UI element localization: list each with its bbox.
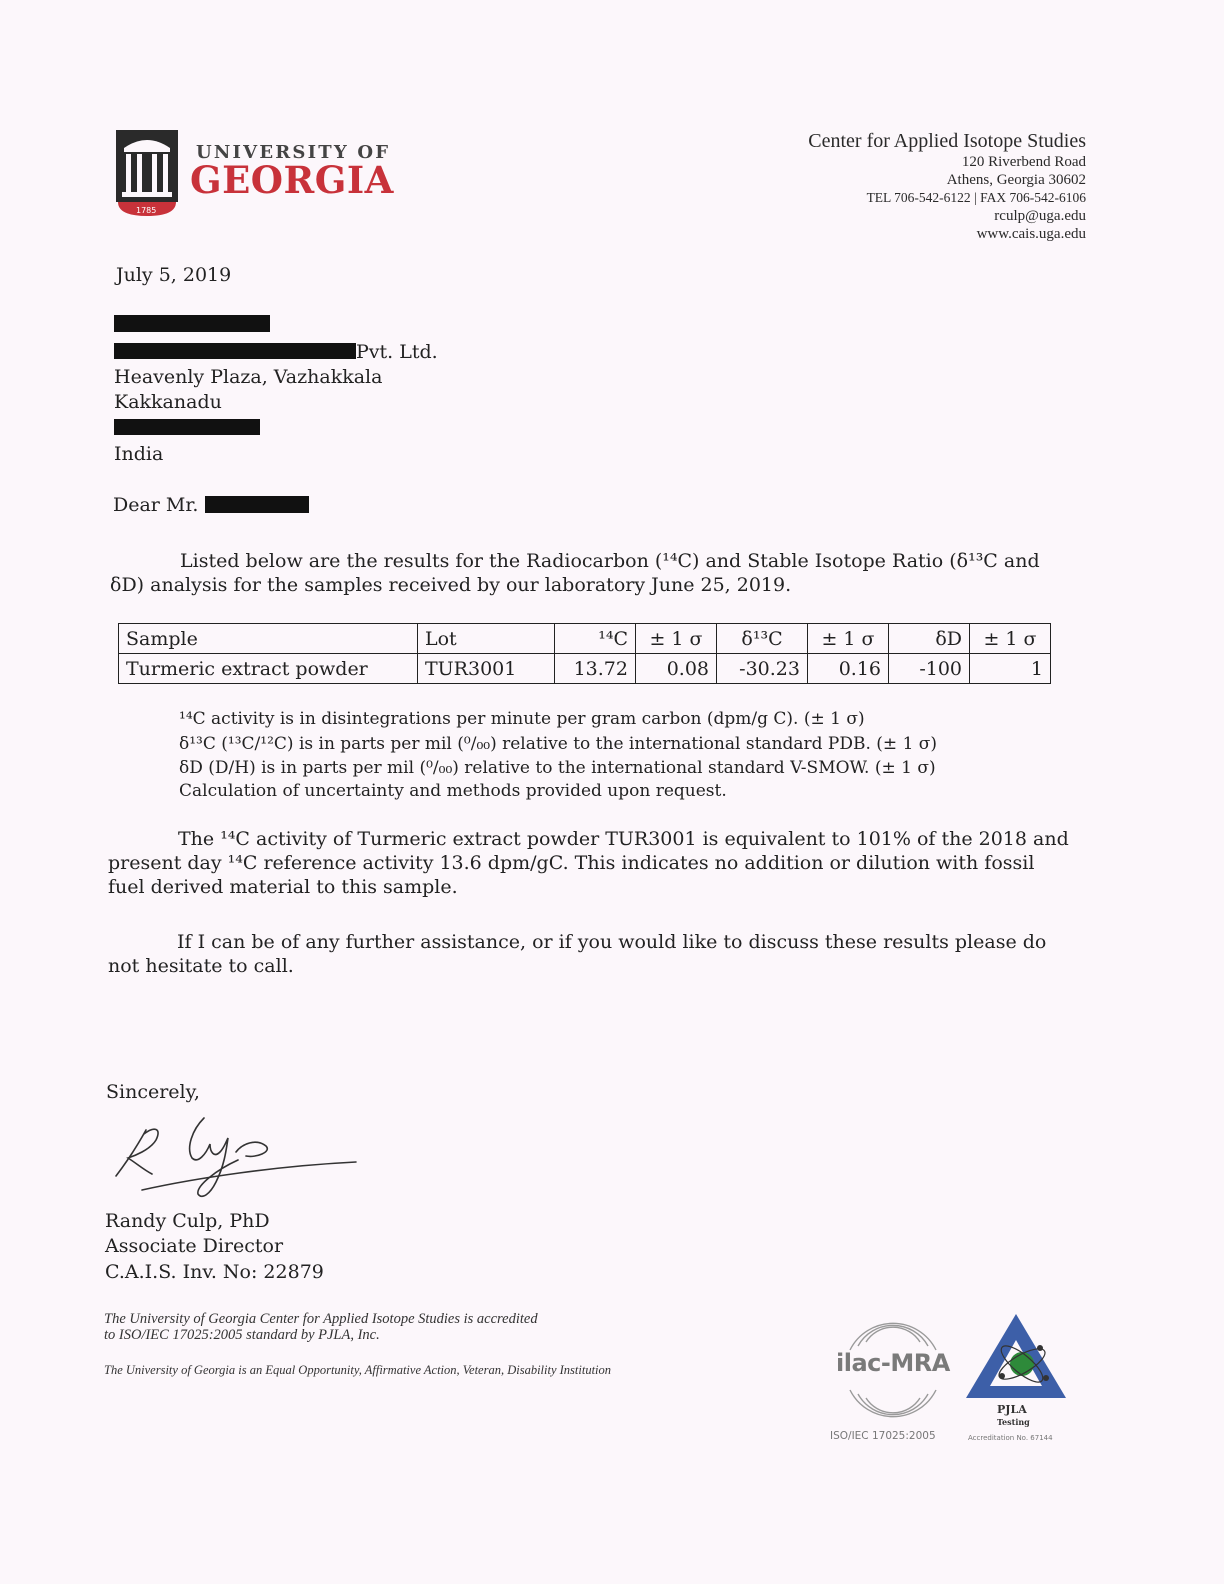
cell-dd-sigma: 1 xyxy=(970,654,1051,684)
para2-line-1: If I can be of any further assistance, or if you would like to discuss these results please do xyxy=(177,931,1047,953)
para1-line-2: present day ¹⁴C reference activity 13.6 dpm/gC. This indicates no addition or dilution with fossil xyxy=(108,852,1035,874)
logo-year: 1785 xyxy=(136,206,157,215)
note-dd: δD (D/H) is in parts per mil (⁰/₀₀) relative to the international standard V-SMOW. (± 1 σ) xyxy=(179,758,936,778)
col-d13c-sigma: ± 1 σ xyxy=(808,624,889,654)
ilac-text: ilac-MRA xyxy=(836,1349,950,1377)
cell-d13c-sigma: 0.16 xyxy=(808,654,889,684)
col-c14-sigma: ± 1 σ xyxy=(636,624,717,654)
table-header-row xyxy=(119,624,1051,654)
intro-line-2: δD) analysis for the samples received by our laboratory June 25, 2019. xyxy=(110,574,792,596)
center-name: Center for Applied Isotope Studies xyxy=(808,130,1086,152)
salutation: Dear Mr. xyxy=(113,494,199,516)
recipient-city: Kakkanadu xyxy=(114,391,222,413)
address-line-1: 120 Riverbend Road xyxy=(961,154,1086,170)
cell-sample: Turmeric extract powder xyxy=(119,654,418,684)
col-c14: ¹⁴C xyxy=(555,624,636,654)
pjla-logo xyxy=(962,1310,1070,1402)
col-sample: Sample xyxy=(119,624,418,654)
pjla-testing: Testing xyxy=(997,1417,1030,1427)
cell-d13c: -30.23 xyxy=(717,654,808,684)
signer-name: Randy Culp, PhD xyxy=(105,1210,270,1232)
cell-c14: 13.72 xyxy=(555,654,636,684)
para1-line-1: The ¹⁴C activity of Turmeric extract powder TUR3001 is equivalent to 101% of the 2018 and xyxy=(178,828,1069,850)
letter-date: July 5, 2019 xyxy=(116,264,232,286)
note-uncertainty: Calculation of uncertainty and methods provided upon request. xyxy=(179,781,727,801)
redaction-bar xyxy=(205,496,309,513)
phone-fax: TEL 706-542-6122 | FAX 706-542-6106 xyxy=(866,190,1086,205)
redaction-bar xyxy=(114,343,356,359)
col-d13c: δ¹³C xyxy=(717,624,808,654)
pjla-accreditation-no: Accreditation No. 67144 xyxy=(968,1434,1053,1442)
accreditation-line-2: to ISO/IEC 17025:2005 standard by PJLA, Inc. xyxy=(104,1327,380,1343)
note-d13c: δ¹³C (¹³C/¹²C) is in parts per mil (⁰/₀₀) relative to the international standard PDB. (± 1 σ) xyxy=(179,734,938,754)
pjla-name: PJLA xyxy=(997,1403,1027,1416)
col-dd: δD xyxy=(889,624,970,654)
website: www.cais.uga.edu xyxy=(976,226,1086,242)
logo-university-of: UNIVERSITY OF xyxy=(196,142,391,163)
para1-line-3: fuel derived material to this sample. xyxy=(108,876,458,898)
logo-georgia: GEORGIA xyxy=(190,158,394,202)
note-c14: ¹⁴C activity is in disintegrations per minute per gram carbon (dpm/g C). (± 1 σ) xyxy=(179,709,865,729)
recipient-country: India xyxy=(114,443,164,465)
eeo-statement: The University of Georgia is an Equal Opportunity, Affirmative Action, Veteran, Disability Institution xyxy=(104,1363,612,1377)
intro-line-1: Listed below are the results for the Radiocarbon (¹⁴C) and Stable Isotope Ratio (δ¹³C and xyxy=(180,550,1040,572)
ilac-standard: ISO/IEC 17025:2005 xyxy=(830,1430,936,1442)
para2-line-2: not hesitate to call. xyxy=(108,955,294,977)
cell-dd: -100 xyxy=(889,654,970,684)
accreditation-line-1: The University of Georgia Center for Applied Isotope Studies is accredited xyxy=(104,1311,538,1327)
col-dd-sigma: ± 1 σ xyxy=(970,624,1051,654)
redaction-bar xyxy=(114,419,260,435)
col-lot: Lot xyxy=(418,624,555,654)
cell-c14-sigma: 0.08 xyxy=(636,654,717,684)
cell-lot: TUR3001 xyxy=(418,654,555,684)
recipient-company-suffix: Pvt. Ltd. xyxy=(356,341,438,363)
signature xyxy=(106,1108,366,1204)
closing: Sincerely, xyxy=(106,1081,200,1103)
results-table xyxy=(118,623,1051,684)
signer-title: Associate Director xyxy=(105,1235,284,1257)
address-line-2: Athens, Georgia 30602 xyxy=(946,172,1086,188)
invoice-number: C.A.I.S. Inv. No: 22879 xyxy=(105,1261,324,1283)
recipient-street: Heavenly Plaza, Vazhakkala xyxy=(114,366,383,388)
email: rculp@uga.edu xyxy=(994,208,1086,224)
table-row xyxy=(119,654,1051,684)
uga-arch-logo xyxy=(116,130,178,218)
redaction-bar xyxy=(114,315,270,332)
